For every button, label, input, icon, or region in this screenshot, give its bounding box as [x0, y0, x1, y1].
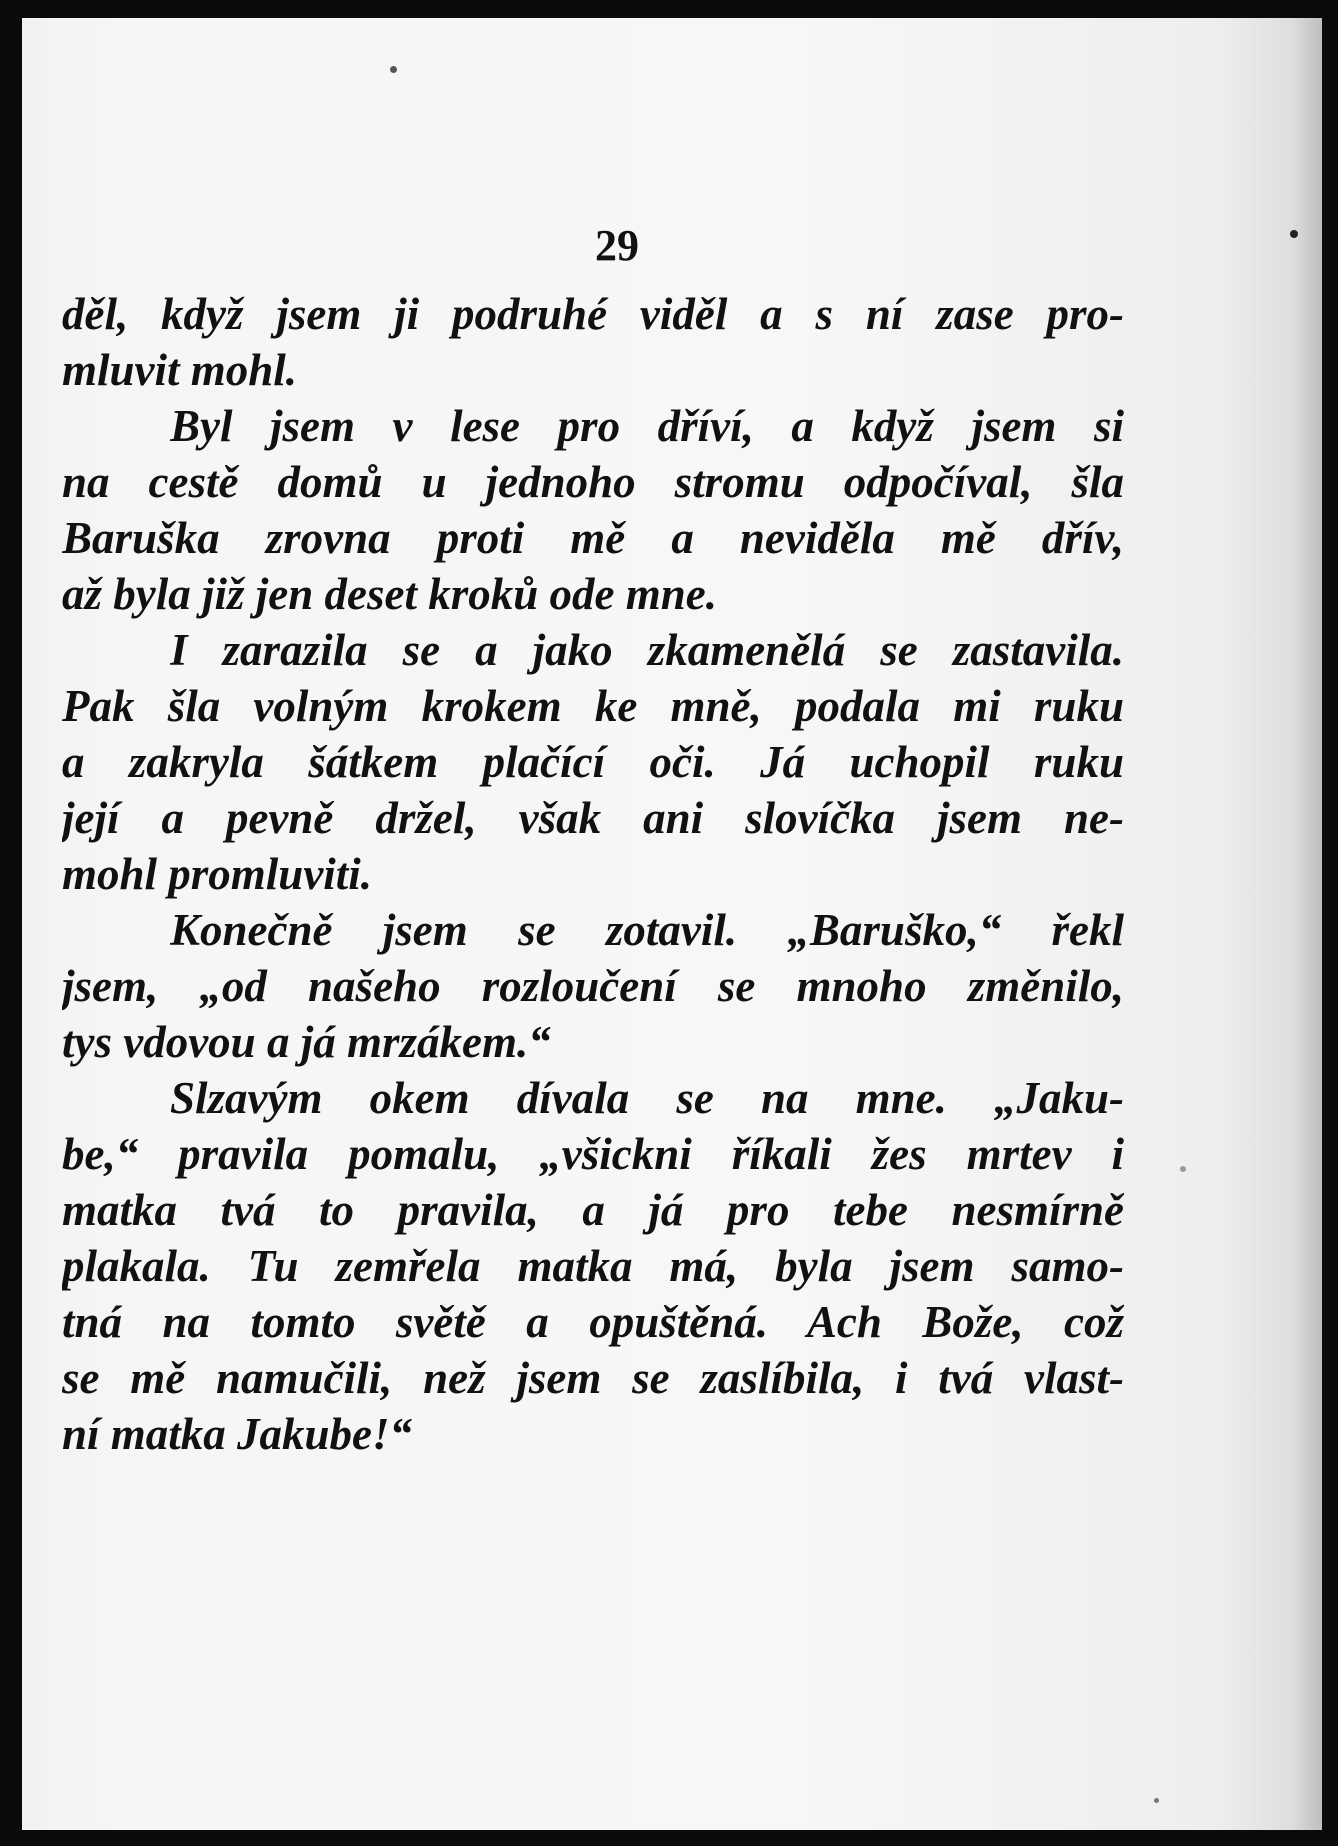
text-line: mluvit mohl. [62, 345, 298, 395]
text-line: její a pevně držel, však ani slovíčka jsem ne- [62, 793, 1124, 843]
text-line: tná na tomto světě a opuštěná. Ach Bože, což [62, 1297, 1124, 1347]
text-line: be,“ pravila pomalu, „všickni říkali žes mrtev i [62, 1129, 1124, 1179]
text-line: na cestě domů u jednoho stromu odpočíval, šla [62, 457, 1124, 507]
paper-speck [1290, 230, 1298, 238]
page-number: 29 [595, 221, 639, 270]
text-line: mohl promluviti. [62, 849, 373, 899]
text-line: plakala. Tu zemřela matka má, byla jsem samo- [62, 1241, 1124, 1291]
paper-speck [1180, 1166, 1186, 1172]
text-line: a zakryla šátkem plačící oči. Já uchopil ruku [62, 737, 1124, 787]
text-line: I zarazila se a jako zkamenělá se zastavila. [170, 625, 1124, 675]
book-page [22, 18, 1322, 1830]
text-line: až byla již jen deset kroků ode mne. [62, 569, 717, 619]
text-line: Slzavým okem dívala se na mne. „Jaku- [170, 1073, 1124, 1123]
paper-speck [1154, 1798, 1159, 1803]
text-line: ní matka Jakube!“ [62, 1409, 413, 1459]
text-line: tys vdovou a já mrzákem.“ [62, 1017, 551, 1067]
page-edge-shadow [1292, 18, 1322, 1830]
text-line: jsem, „od našeho rozloučení se mnoho změnilo, [62, 961, 1124, 1011]
paper-speck [390, 66, 397, 73]
text-line: Byl jsem v lese pro dříví, a když jsem si [170, 401, 1124, 451]
text-line: Pak šla volným krokem ke mně, podala mi ruku [62, 681, 1124, 731]
text-line: Konečně jsem se zotavil. „Baruško,“ řekl [170, 905, 1124, 955]
text-line: se mě namučili, než jsem se zaslíbila, i tvá vlast- [62, 1353, 1124, 1403]
text-line: Baruška zrovna proti mě a neviděla mě dřív, [62, 513, 1124, 563]
text-line: děl, když jsem ji podruhé viděl a s ní zase pro- [62, 289, 1124, 339]
text-line: matka tvá to pravila, a já pro tebe nesmírně [62, 1185, 1124, 1235]
